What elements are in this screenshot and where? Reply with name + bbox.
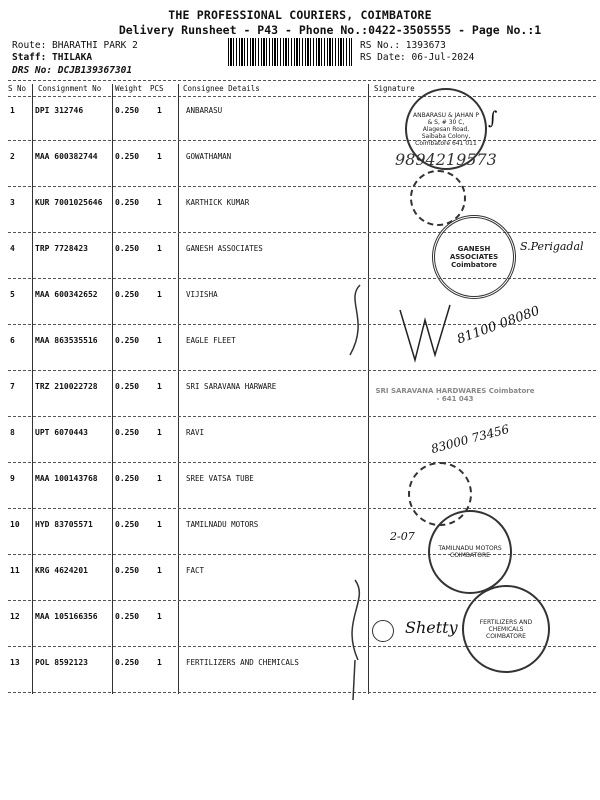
row-pcs: 1	[157, 198, 162, 207]
rs-date: RS Date: 06-Jul-2024	[360, 52, 475, 63]
row-consignment-no: MAA 600382744	[35, 152, 98, 161]
stamp-mini	[372, 620, 394, 642]
row-consignment-no: TRZ 210022728	[35, 382, 98, 391]
row-divider	[8, 140, 596, 141]
row-weight: 0.250	[115, 382, 140, 391]
row-sno: 13	[10, 658, 20, 667]
row-consignee: VIJISHA	[186, 290, 218, 299]
row-consignee: FACT	[186, 566, 205, 575]
row-consignee: RAVI	[186, 428, 205, 437]
row-sno: 1	[10, 106, 15, 115]
row-pcs: 1	[157, 336, 162, 345]
row-pcs: 1	[157, 244, 162, 253]
row-pcs: 1	[157, 290, 162, 299]
handwriting-signature: S.Perigadal	[520, 240, 584, 253]
barcode-icon	[228, 38, 352, 66]
row-weight: 0.250	[115, 428, 140, 437]
row-weight: 0.250	[115, 520, 140, 529]
handwriting-date: 2-07	[390, 530, 415, 543]
handwriting-number: 83000 73456	[429, 421, 511, 457]
bracket-scribble	[345, 655, 365, 705]
row-weight: 0.250	[115, 566, 140, 575]
row-sno: 3	[10, 198, 15, 207]
row-weight: 0.250	[115, 290, 140, 299]
row-consignment-no: MAA 105166356	[35, 612, 98, 621]
row-consignee: ANBARASU	[186, 106, 223, 115]
row-sno: 9	[10, 474, 15, 483]
row-weight: 0.250	[115, 658, 140, 667]
stamp-tamilnadu-motors	[428, 510, 512, 594]
row-sno: 8	[10, 428, 15, 437]
row-consignee: GOWATHAMAN	[186, 152, 232, 161]
row-consignment-no: MAA 100143768	[35, 474, 98, 483]
row-pcs: 1	[157, 566, 162, 575]
row-sno: 6	[10, 336, 15, 345]
runsheet-subtitle: Delivery Runsheet - P43 - Phone No.:0422-3505555 - Page No.:1	[118, 23, 542, 37]
row-consignment-no: HYD 83705571	[35, 520, 93, 529]
rs-number: RS No.: 1393673	[360, 40, 446, 51]
stamp-ganesh	[432, 215, 516, 299]
signature-scribble	[395, 300, 455, 370]
stamp-text: FERTILIZERS AND CHEMICALS COIMBATORE	[479, 618, 533, 640]
row-sno: 2	[10, 152, 15, 161]
column-line	[32, 84, 33, 694]
stamp-text: ANBARASU & JAHAN P & S, # 30 C, Alagesan Road, Saibaba Colony, Coimbatore 641 011	[413, 111, 479, 147]
row-pcs: 1	[157, 612, 162, 621]
stamp-text: TAMILNADU MOTORS COIMBATORE	[438, 545, 502, 559]
row-consignee: GANESH ASSOCIATES	[186, 244, 263, 253]
divider	[8, 80, 596, 81]
col-header-weight: Weight	[115, 84, 143, 93]
stamp-fertilizers	[462, 585, 550, 673]
row-weight: 0.250	[115, 336, 140, 345]
row-consignment-no: POL 8592123	[35, 658, 88, 667]
col-header-pcs: PCS	[150, 84, 164, 93]
row-sno: 10	[10, 520, 20, 529]
stamp-text: GANESH ASSOCIATES Coimbatore	[449, 245, 499, 269]
bracket-scribble	[340, 575, 370, 665]
row-divider	[8, 462, 596, 463]
stamp-text: SRI SARAVANA HARDWARES Coimbatore - 641 043	[375, 387, 535, 403]
row-consignment-no: MAA 600342652	[35, 290, 98, 299]
row-consignee: SREE VATSA TUBE	[186, 474, 254, 483]
row-weight: 0.250	[115, 106, 140, 115]
column-line	[112, 84, 113, 694]
row-divider	[8, 508, 596, 509]
row-weight: 0.250	[115, 474, 140, 483]
row-pcs: 1	[157, 382, 162, 391]
row-weight: 0.250	[115, 152, 140, 161]
row-consignment-no: UPT 6070443	[35, 428, 88, 437]
row-divider	[8, 186, 596, 187]
stamp-saravana	[375, 370, 535, 420]
row-pcs: 1	[157, 520, 162, 529]
row-consignee: FERTILIZERS AND CHEMICALS	[186, 658, 299, 667]
handwriting-number: 81100 08080	[455, 303, 542, 348]
row-consignment-no: MAA 863535516	[35, 336, 98, 345]
col-header-sno: S No	[8, 84, 27, 93]
handwriting-phone: 9894219573	[395, 150, 497, 169]
row-consignee: SRI SARAVANA HARWARE	[186, 382, 277, 391]
row-pcs: 1	[157, 474, 162, 483]
row-consignment-no: DPI 312746	[35, 106, 84, 115]
col-header-consignee: Consignee Details	[183, 84, 260, 93]
column-line	[178, 84, 179, 694]
col-header-signature: Signature	[374, 84, 415, 93]
row-sno: 11	[10, 566, 20, 575]
row-sno: 12	[10, 612, 20, 621]
divider	[8, 96, 596, 97]
col-header-consignment: Consignment No	[38, 84, 102, 93]
handwriting-signature: Shetty	[405, 618, 458, 637]
row-sno: 5	[10, 290, 15, 299]
row-pcs: 1	[157, 106, 162, 115]
row-divider	[8, 692, 596, 693]
drs-number: DRS No: DCJB139367301	[12, 65, 133, 76]
row-pcs: 1	[157, 428, 162, 437]
company-title: THE PROFESSIONAL COURIERS, COIMBATORE	[168, 8, 432, 22]
signature-scribble: ∫	[488, 108, 498, 129]
row-weight: 0.250	[115, 244, 140, 253]
row-sno: 7	[10, 382, 15, 391]
row-pcs: 1	[157, 658, 162, 667]
row-weight: 0.250	[115, 612, 140, 621]
row-consignee: TAMILNADU MOTORS	[186, 520, 259, 529]
row-consignee: KARTHICK KUMAR	[186, 198, 250, 207]
row-consignment-no: KUR 7001025646	[35, 198, 103, 207]
row-consignee: EAGLE FLEET	[186, 336, 236, 345]
row-sno: 4	[10, 244, 15, 253]
row-pcs: 1	[157, 152, 162, 161]
row-consignment-no: TRP 7728423	[35, 244, 88, 253]
row-consignment-no: KRG 4624201	[35, 566, 88, 575]
route-label: Route: BHARATHI PARK 2	[12, 40, 138, 51]
bracket-scribble	[340, 280, 370, 360]
row-weight: 0.250	[115, 198, 140, 207]
staff-label: Staff: THILAKA	[12, 52, 93, 63]
